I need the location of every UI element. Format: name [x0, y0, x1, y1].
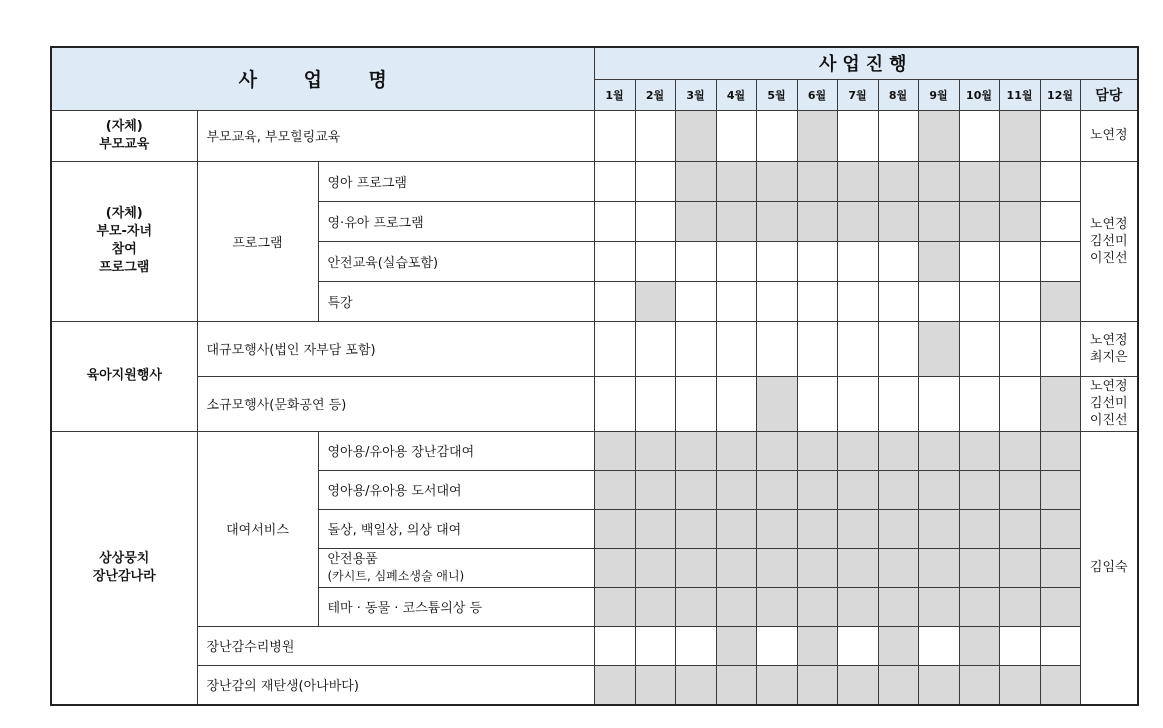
month-cell-7 [837, 110, 878, 161]
month-cell-1 [594, 161, 635, 201]
month-cell-6 [797, 161, 837, 201]
month-cell-7 [837, 321, 878, 376]
month-cell-8 [878, 665, 918, 705]
month-cell-1 [594, 470, 635, 509]
month-cell-6 [797, 470, 837, 509]
month-cell-9 [918, 161, 959, 201]
month-cell-8 [878, 201, 918, 241]
month-cell-4 [716, 431, 756, 470]
item-cell: 돌상, 백일상, 의상 대여 [318, 509, 594, 548]
month-cell-10 [959, 321, 999, 376]
month-cell-11 [999, 509, 1040, 548]
month-cell-12 [1040, 587, 1080, 626]
month-cell-6 [797, 201, 837, 241]
month-cell-12 [1040, 626, 1080, 665]
manager-cell: 김임숙 [1080, 431, 1138, 705]
month-cell-7 [837, 626, 878, 665]
month-cell-11 [999, 626, 1040, 665]
month-cell-8 [878, 431, 918, 470]
month-cell-10 [959, 110, 999, 161]
month-cell-11 [999, 281, 1040, 321]
month-cell-12 [1040, 161, 1080, 201]
item-cell: 영아 프로그램 [318, 161, 594, 201]
month-cell-1 [594, 509, 635, 548]
subcategory-cell: 대여서비스 [197, 431, 318, 626]
month-cell-9 [918, 665, 959, 705]
month-cell-4 [716, 548, 756, 587]
month-header-5: 5월 [756, 79, 797, 110]
month-cell-11 [999, 376, 1040, 431]
month-cell-9 [918, 321, 959, 376]
month-cell-12 [1040, 470, 1080, 509]
month-cell-12 [1040, 665, 1080, 705]
month-cell-8 [878, 281, 918, 321]
month-header-12: 12월 [1040, 79, 1080, 110]
month-cell-5 [756, 626, 797, 665]
month-cell-10 [959, 626, 999, 665]
month-cell-10 [959, 281, 999, 321]
month-cell-2 [635, 626, 675, 665]
month-cell-3 [675, 548, 716, 587]
month-cell-5 [756, 665, 797, 705]
manager-header: 담당 [1080, 79, 1138, 110]
month-cell-2 [635, 321, 675, 376]
month-cell-6 [797, 321, 837, 376]
month-cell-8 [878, 548, 918, 587]
month-cell-7 [837, 548, 878, 587]
month-header-10: 10월 [959, 79, 999, 110]
header-row-top [51, 47, 1138, 79]
month-cell-6 [797, 509, 837, 548]
month-cell-2 [635, 281, 675, 321]
month-cell-11 [999, 470, 1040, 509]
item-cell: 부모교육, 부모힐링교육 [197, 110, 594, 161]
month-cell-2 [635, 201, 675, 241]
category-cell: (자체) 부모교육 [51, 110, 197, 161]
month-cell-7 [837, 431, 878, 470]
item-cell: 장난감수리병원 [197, 626, 594, 665]
month-cell-9 [918, 241, 959, 281]
month-cell-2 [635, 587, 675, 626]
month-cell-2 [635, 431, 675, 470]
month-cell-5 [756, 201, 797, 241]
month-cell-12 [1040, 548, 1080, 587]
month-cell-12 [1040, 241, 1080, 281]
item-cell: 소규모행사(문화공연 등) [197, 376, 594, 431]
month-cell-8 [878, 470, 918, 509]
month-cell-10 [959, 201, 999, 241]
month-cell-3 [675, 665, 716, 705]
month-cell-3 [675, 110, 716, 161]
month-cell-4 [716, 241, 756, 281]
month-header-7: 7월 [837, 79, 878, 110]
month-cell-7 [837, 376, 878, 431]
month-cell-6 [797, 110, 837, 161]
month-cell-5 [756, 470, 797, 509]
table-row [51, 376, 1138, 431]
month-cell-4 [716, 161, 756, 201]
month-header-3: 3월 [675, 79, 716, 110]
month-cell-10 [959, 161, 999, 201]
month-cell-11 [999, 587, 1040, 626]
month-cell-12 [1040, 281, 1080, 321]
category-cell: (자체) 부모-자녀 참여 프로그램 [51, 161, 197, 321]
table-row [51, 665, 1138, 705]
month-header-9: 9월 [918, 79, 959, 110]
month-cell-4 [716, 281, 756, 321]
subcategory-cell: 프로그램 [197, 161, 318, 321]
month-cell-3 [675, 321, 716, 376]
item-cell: 대규모행사(법인 자부담 포함) [197, 321, 594, 376]
table-row [51, 161, 1138, 201]
month-cell-5 [756, 376, 797, 431]
progress-header: 사업진행 [594, 47, 1138, 79]
month-cell-11 [999, 201, 1040, 241]
month-cell-5 [756, 587, 797, 626]
month-cell-10 [959, 241, 999, 281]
manager-cell: 노연정 [1080, 110, 1138, 161]
month-cell-12 [1040, 509, 1080, 548]
item-cell: 테마 · 동물 · 코스튬의상 등 [318, 587, 594, 626]
month-cell-5 [756, 241, 797, 281]
month-cell-12 [1040, 321, 1080, 376]
month-cell-7 [837, 587, 878, 626]
month-cell-10 [959, 665, 999, 705]
month-cell-2 [635, 241, 675, 281]
month-cell-4 [716, 201, 756, 241]
month-cell-2 [635, 110, 675, 161]
table-row [51, 431, 1138, 470]
month-cell-8 [878, 161, 918, 201]
month-cell-9 [918, 281, 959, 321]
month-cell-3 [675, 470, 716, 509]
month-cell-4 [716, 626, 756, 665]
month-cell-3 [675, 431, 716, 470]
month-cell-9 [918, 376, 959, 431]
item-cell: 특강 [318, 281, 594, 321]
month-cell-7 [837, 509, 878, 548]
month-cell-1 [594, 548, 635, 587]
month-cell-6 [797, 665, 837, 705]
month-cell-3 [675, 161, 716, 201]
item-cell: 영아용/유아용 장난감대여 [318, 431, 594, 470]
month-cell-1 [594, 587, 635, 626]
month-cell-9 [918, 201, 959, 241]
month-cell-10 [959, 509, 999, 548]
month-cell-1 [594, 241, 635, 281]
month-cell-11 [999, 321, 1040, 376]
month-cell-9 [918, 431, 959, 470]
month-cell-1 [594, 201, 635, 241]
month-cell-10 [959, 431, 999, 470]
month-cell-9 [918, 587, 959, 626]
month-cell-11 [999, 548, 1040, 587]
month-cell-3 [675, 376, 716, 431]
month-cell-5 [756, 509, 797, 548]
month-cell-5 [756, 161, 797, 201]
month-cell-8 [878, 241, 918, 281]
month-cell-12 [1040, 201, 1080, 241]
month-cell-5 [756, 548, 797, 587]
month-cell-2 [635, 376, 675, 431]
month-cell-3 [675, 509, 716, 548]
month-cell-7 [837, 161, 878, 201]
month-cell-11 [999, 161, 1040, 201]
month-cell-9 [918, 110, 959, 161]
month-cell-4 [716, 110, 756, 161]
month-cell-4 [716, 665, 756, 705]
month-cell-3 [675, 241, 716, 281]
month-cell-8 [878, 376, 918, 431]
month-cell-11 [999, 241, 1040, 281]
month-header-4: 4월 [716, 79, 756, 110]
item-cell: 장난감의 재탄생(아나바다) [197, 665, 594, 705]
category-cell: 상상뭉치 장난감나라 [51, 431, 197, 705]
month-cell-4 [716, 321, 756, 376]
month-cell-7 [837, 665, 878, 705]
item-cell: 안전용품 (카시트, 심폐소생술 애니) [318, 548, 594, 587]
month-cell-5 [756, 110, 797, 161]
month-cell-6 [797, 241, 837, 281]
month-header-1: 1월 [594, 79, 635, 110]
item-cell: 영·유아 프로그램 [318, 201, 594, 241]
month-header-6: 6월 [797, 79, 837, 110]
table-row [51, 110, 1138, 161]
month-cell-4 [716, 509, 756, 548]
business-name-header: 사 업 명 [51, 47, 594, 110]
month-cell-10 [959, 376, 999, 431]
month-cell-8 [878, 110, 918, 161]
month-cell-7 [837, 470, 878, 509]
month-cell-1 [594, 626, 635, 665]
month-cell-9 [918, 470, 959, 509]
month-cell-10 [959, 470, 999, 509]
table-row [51, 626, 1138, 665]
manager-cell: 노연정 김선미 이진선 [1080, 161, 1138, 321]
month-cell-11 [999, 431, 1040, 470]
month-header-11: 11월 [999, 79, 1040, 110]
month-cell-6 [797, 431, 837, 470]
month-cell-12 [1040, 110, 1080, 161]
month-cell-1 [594, 110, 635, 161]
month-cell-8 [878, 626, 918, 665]
month-cell-3 [675, 626, 716, 665]
business-schedule-table [50, 46, 1139, 706]
month-cell-8 [878, 321, 918, 376]
month-cell-4 [716, 587, 756, 626]
item-cell: 안전교육(실습포함) [318, 241, 594, 281]
month-cell-11 [999, 110, 1040, 161]
month-cell-12 [1040, 431, 1080, 470]
month-cell-10 [959, 548, 999, 587]
month-cell-3 [675, 201, 716, 241]
month-cell-11 [999, 665, 1040, 705]
month-cell-2 [635, 161, 675, 201]
month-cell-7 [837, 281, 878, 321]
month-cell-10 [959, 587, 999, 626]
month-cell-6 [797, 626, 837, 665]
month-header-2: 2월 [635, 79, 675, 110]
manager-cell: 노연정 김선미 이진선 [1080, 376, 1138, 431]
month-cell-6 [797, 376, 837, 431]
month-cell-8 [878, 509, 918, 548]
month-cell-1 [594, 431, 635, 470]
month-cell-3 [675, 587, 716, 626]
month-cell-2 [635, 665, 675, 705]
month-cell-3 [675, 281, 716, 321]
category-cell: 육아지원행사 [51, 321, 197, 431]
item-cell: 영아용/유아용 도서대여 [318, 470, 594, 509]
month-cell-9 [918, 509, 959, 548]
month-cell-6 [797, 587, 837, 626]
table-row [51, 321, 1138, 376]
month-cell-8 [878, 587, 918, 626]
month-cell-9 [918, 548, 959, 587]
month-cell-9 [918, 626, 959, 665]
month-header-8: 8월 [878, 79, 918, 110]
month-cell-5 [756, 281, 797, 321]
month-cell-5 [756, 431, 797, 470]
month-cell-6 [797, 281, 837, 321]
month-cell-7 [837, 201, 878, 241]
month-cell-4 [716, 470, 756, 509]
month-cell-1 [594, 281, 635, 321]
month-cell-6 [797, 548, 837, 587]
month-cell-5 [756, 321, 797, 376]
month-cell-4 [716, 376, 756, 431]
month-cell-7 [837, 241, 878, 281]
month-cell-12 [1040, 376, 1080, 431]
month-cell-2 [635, 509, 675, 548]
month-cell-2 [635, 470, 675, 509]
month-cell-2 [635, 548, 675, 587]
month-cell-1 [594, 321, 635, 376]
month-cell-1 [594, 665, 635, 705]
manager-cell: 노연정 최지은 [1080, 321, 1138, 376]
month-cell-1 [594, 376, 635, 431]
